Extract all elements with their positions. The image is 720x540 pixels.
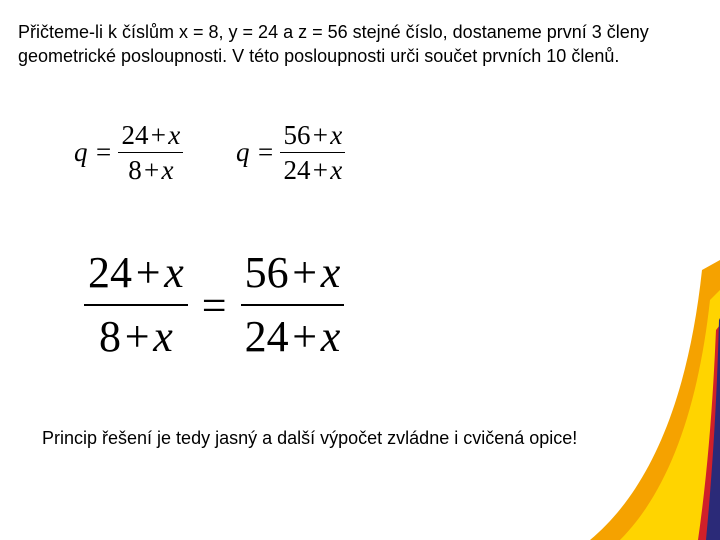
numerator: 24 + x bbox=[121, 120, 181, 150]
equation-lhs: q = bbox=[74, 137, 113, 168]
equals-sign: = bbox=[201, 280, 227, 330]
left-fraction bbox=[84, 248, 188, 362]
denominator: 8 + x bbox=[128, 155, 174, 186]
numerator: 56 + x bbox=[283, 120, 343, 150]
problem-statement: Přičteme-li k číslům x = 8, y = 24 a z = 56 stejné číslo, dostaneme první 3 členy geometrické posloupnosti. V této posloupnosti urči součet prvních 10 členů. bbox=[18, 22, 649, 66]
ratio-equation-1 bbox=[74, 120, 183, 185]
fraction-bar bbox=[118, 152, 183, 153]
denominator: 24 + x bbox=[244, 312, 341, 361]
corner-decoration bbox=[580, 260, 720, 540]
denominator: 8 + x bbox=[99, 312, 173, 361]
conclusion-text: Princip řešení je tedy jasný a další výpočet zvládne i cvičená opice! bbox=[42, 428, 578, 448]
fraction-bar bbox=[280, 152, 345, 153]
fraction bbox=[118, 120, 183, 185]
equation-lhs: q = bbox=[236, 137, 275, 168]
denominator: 24 + x bbox=[283, 155, 343, 186]
numerator: 24 + x bbox=[88, 248, 184, 297]
numerator: 56 + x bbox=[244, 248, 341, 297]
fraction-bar bbox=[84, 304, 188, 306]
fraction bbox=[280, 120, 345, 185]
right-fraction bbox=[241, 248, 345, 362]
ratio-equation-2 bbox=[236, 120, 345, 185]
equality-equation bbox=[84, 248, 344, 362]
fraction-bar bbox=[241, 304, 345, 306]
